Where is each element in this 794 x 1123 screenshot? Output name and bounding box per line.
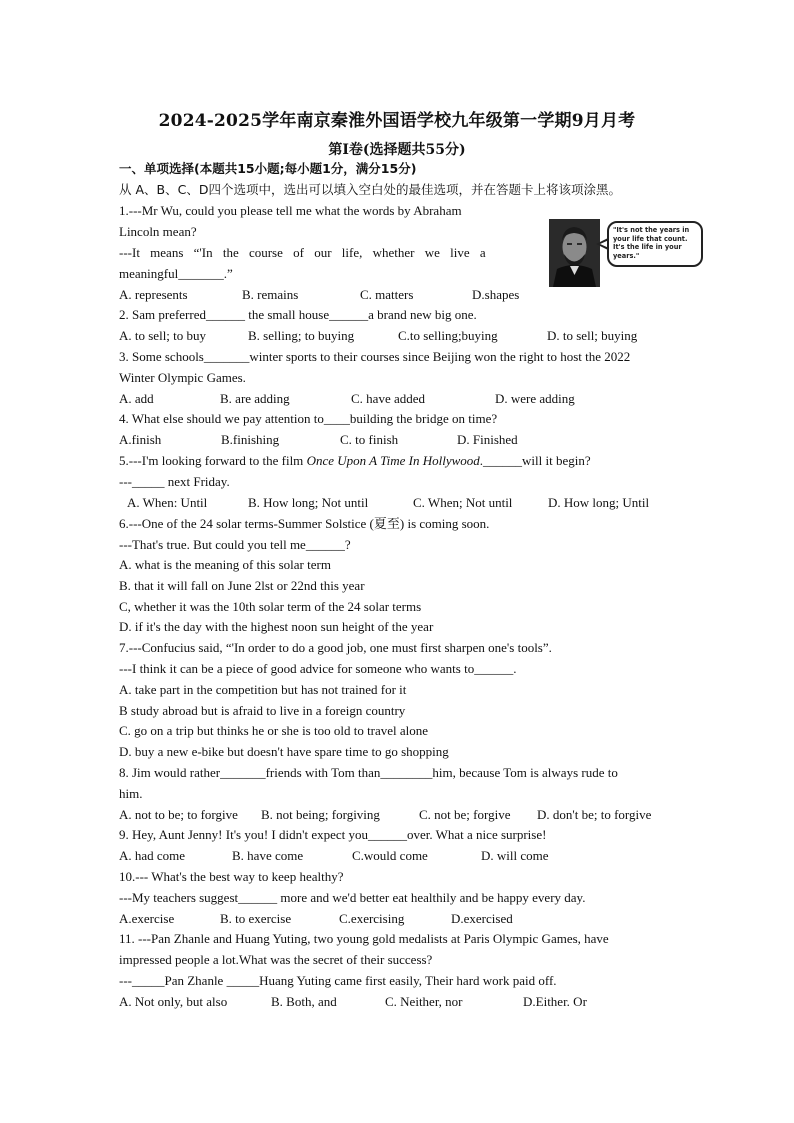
q1-stem-line2: Lincoln mean? [119,224,197,239]
q11-option-a[interactable]: A. Not only, but also [119,994,228,1009]
q2-option-c[interactable]: C.to selling;buying [398,328,498,343]
q9-option-b[interactable]: B. have come [232,848,304,863]
q3-option-a[interactable]: A. add [119,391,154,406]
q2-stem: 2. Sam preferred______ the small house______a brand new big one. [119,307,477,322]
q6-option-c[interactable]: C, whether it was the 10th solar term of the 24 solar terms [119,599,422,614]
q3-option-d[interactable]: D. were adding [495,391,575,406]
q7-option-b[interactable]: B study abroad but is afraid to live in a foreign country [119,703,406,718]
q4-options [119,432,679,448]
q3-option-b[interactable]: B. are adding [220,391,290,406]
q10-stem: 10.--- What's the best way to keep healthy? [119,869,344,884]
q5-film-title: Once Upon A Time In Hollywood [306,453,480,468]
q10-option-b[interactable]: B. to exercise [220,911,292,926]
q1-option-c[interactable]: C. matters [360,287,414,302]
q7-reply: ---I think it can be a piece of good advice for someone who wants to______. [119,661,517,676]
q6-option-a[interactable]: A. what is the meaning of this solar term [119,557,331,572]
q6-stem: 6.---One of the 24 solar terms-Summer Solstice (夏至) is coming soon. [119,516,490,531]
lincoln-quote-bubble: "It's not the years in your life that count. It's the life in your years." [607,221,703,267]
q11-stem-line1: 11. ---Pan Zhanle and Huang Yuting, two young gold medalists at Paris Olympic Games, have [119,931,609,946]
q3-stem-line2: Winter Olympic Games. [119,370,246,385]
q10-option-d[interactable]: D.exercised [451,911,513,926]
q9-options [119,848,679,864]
q1-option-b[interactable]: B. remains [242,287,299,302]
q5-option-d[interactable]: D. How long; Until [548,495,650,510]
q8-option-b[interactable]: B. not being; forgiving [261,807,380,822]
q4-option-a[interactable]: A.finish [119,432,162,447]
q1-options [119,287,679,303]
exam-title: 2024-2025学年南京秦淮外国语学校九年级第一学期9月月考 [158,111,636,131]
q8-option-a[interactable]: A. not to be; to forgive [119,807,238,822]
q8-stem-line2: him. [119,786,143,801]
q7-stem: 7.---Confucius said, “'In order to do a good job, one must first sharpen one's tools”. [119,640,552,655]
abraham-lincoln-portrait-icon [549,219,600,287]
q1-option-d[interactable]: D.shapes [472,287,520,302]
q2-option-a[interactable]: A. to sell; to buy [119,328,207,343]
q7-option-d[interactable]: D. buy a new e-bike but doesn't have spare time to go shopping [119,744,449,759]
q3-options [119,391,679,407]
q11-options [119,994,679,1010]
q1-option-a[interactable]: A. represents [119,287,188,302]
q9-option-a[interactable]: A. had come [119,848,186,863]
q5-reply: ---_____ next Friday. [119,474,230,489]
q3-stem-line1: 3. Some schools_______winter sports to their courses since Beijing won the right to host the 2022 [119,349,631,364]
q10-options [119,911,679,927]
part-title: 第Ⅰ卷(选择题共55分) [328,142,466,158]
q4-option-b[interactable]: B.finishing [221,432,280,447]
q3-option-c[interactable]: C. have added [351,391,426,406]
q7-option-a[interactable]: A. take part in the competition but has not trained for it [119,682,407,697]
q4-option-d[interactable]: D. Finished [457,432,518,447]
q1-stem-line1: 1.---Mr Wu, could you please tell me what the words by Abraham [119,203,462,218]
q8-stem-line1: 8. Jim would rather_______friends with Tom than________him, because Tom is always rude to [119,765,618,780]
q1-reply-line2: meaningful_______.” [119,266,233,281]
q5-options [127,495,687,511]
q4-option-c[interactable]: C. to finish [340,432,399,447]
q9-option-d[interactable]: D. will come [481,848,549,863]
q9-stem: 9. Hey, Aunt Jenny! It's you! I didn't expect you______over. What a nice surprise! [119,827,547,842]
q11-option-d[interactable]: D.Either. Or [523,994,587,1009]
q11-reply: ---_____Pan Zhanle _____Huang Yuting came first easily, Their hard work paid off. [119,973,557,988]
q8-option-d[interactable]: D. don't be; to forgive [537,807,652,822]
q4-stem: 4. What else should we pay attention to____building the bridge on time? [119,411,498,426]
q8-options [119,807,679,823]
q6-reply: ---That's true. But could you tell me______? [119,537,351,552]
section-heading: 一、单项选择(本题共15小题;每小题1分，满分15分) [119,161,417,176]
q6-option-d[interactable]: D. if it's the day with the highest noon sun height of the year [119,619,434,634]
q6-option-b[interactable]: B. that it will fall on June 2lst or 22nd this year [119,578,365,593]
q5-stem: 5.---I'm looking forward to the film Once Upon A Time In Hollywood.______will it begin? [119,453,591,468]
q5-option-a[interactable]: A. When: Until [127,495,208,510]
q10-reply: ---My teachers suggest______ more and we'd better eat healthily and be happy every day. [119,890,586,905]
q8-option-c[interactable]: C. not be; forgive [419,807,511,822]
q2-option-d[interactable]: D. to sell; buying [547,328,638,343]
q10-option-c[interactable]: C.exercising [339,911,405,926]
q1-reply-line1: ---It means “'In the course of our life, whether we live a [119,245,486,260]
q11-stem-line2: impressed people a lot.What was the secret of their success? [119,952,433,967]
q11-option-b[interactable]: B. Both, and [271,994,337,1009]
q11-option-c[interactable]: C. Neither, nor [385,994,463,1009]
q2-option-b[interactable]: B. selling; to buying [248,328,355,343]
instruction-text: 从 A、B、C、D四个选项中，选出可以填入空白处的最佳选项，并在答题卡上将该项涂黑。 [119,182,621,197]
q9-option-c[interactable]: C.would come [352,848,428,863]
q5-option-c[interactable]: C. When; Not until [413,495,513,510]
q10-option-a[interactable]: A.exercise [119,911,175,926]
q7-option-c[interactable]: C. go on a trip but thinks he or she is too old to travel alone [119,723,429,738]
q2-options [119,328,679,344]
q5-option-b[interactable]: B. How long; Not until [248,495,369,510]
